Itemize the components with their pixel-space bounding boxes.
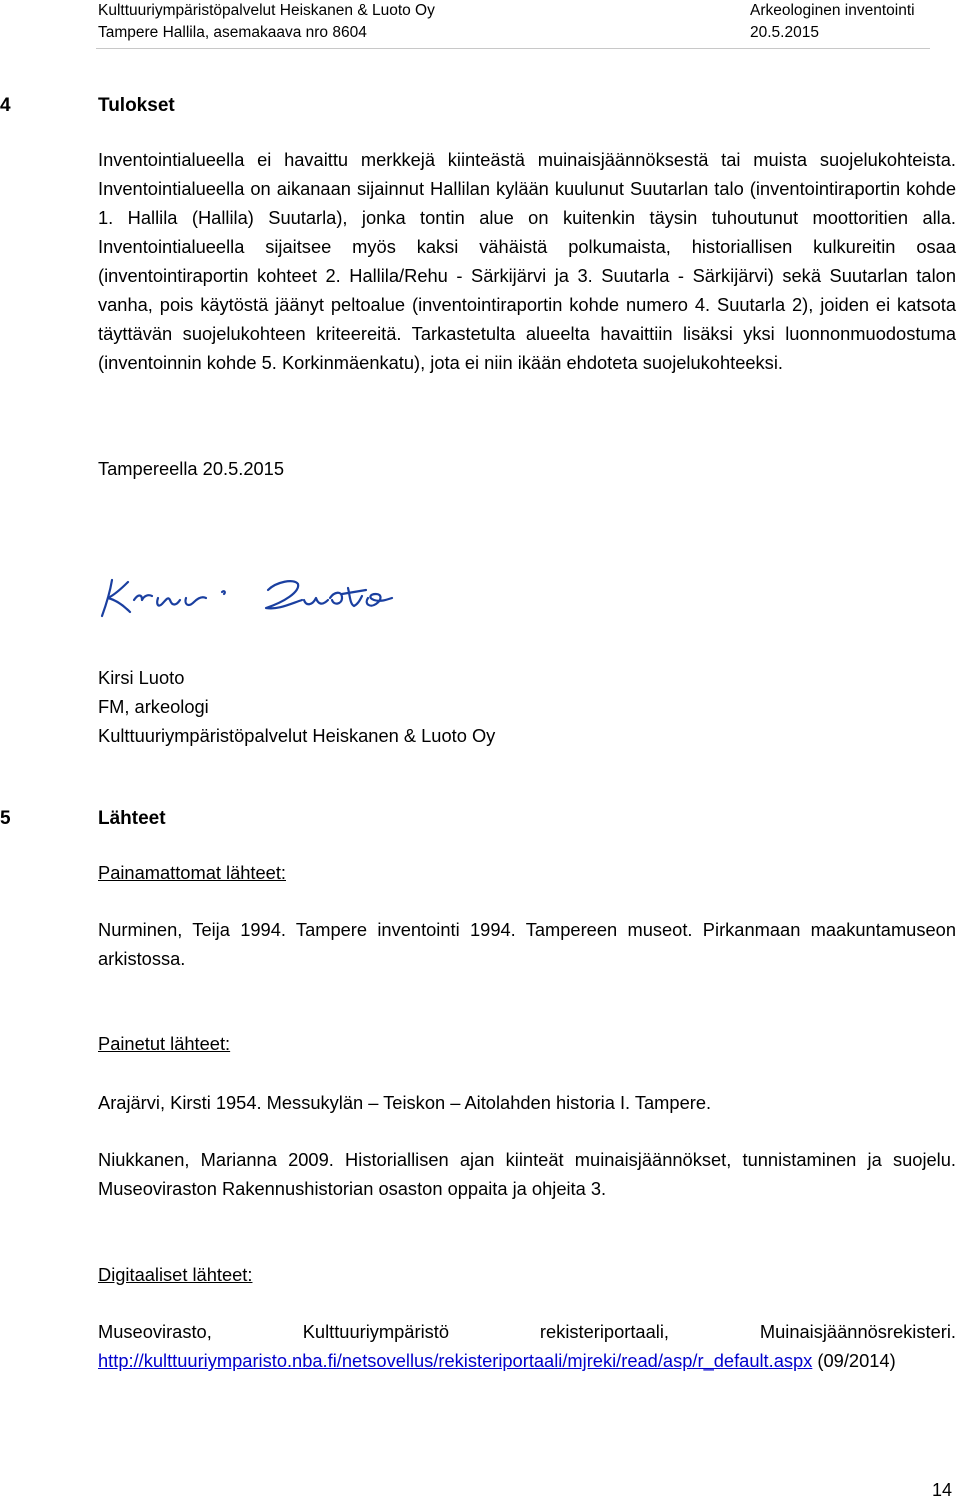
- header-divider: [96, 48, 930, 49]
- place-date: Tampereella 20.5.2015: [98, 458, 284, 479]
- printed-sources-heading: Painetut lähteet:: [98, 1033, 231, 1054]
- signature-image: [98, 570, 398, 630]
- printed-source-1: Arajärvi, Kirsti 1954. Messukylän – Teiskon – Aitolahden historia I. Tampere.: [98, 1092, 712, 1113]
- header-left: [98, 0, 435, 44]
- digital-sources-heading: Digitaaliset lähteet:: [98, 1264, 253, 1285]
- header-project: Tampere Hallila, asemakaava nro 8604: [98, 24, 367, 41]
- printed-source-2: Niukkanen, Marianna 2009. Historiallisen ajan kiinteät muinaisjäännökset, tunnistaminen ja suojelu. Museoviraston Rakennushistorian osaston oppaita ja ohjeita 3.: [98, 1149, 956, 1199]
- signer-company: Kulttuuriympäristöpalvelut Heiskanen & Luoto Oy: [98, 725, 496, 746]
- signer-name: Kirsi Luoto: [98, 667, 185, 688]
- digital-source-1-link[interactable]: http://kulttuuriymparisto.nba.fi/netsovellus/rekisteriportaali/mjreki/read/asp/r_default.aspx: [98, 1350, 813, 1371]
- signer-title: FM, arkeologi: [98, 696, 209, 717]
- page-number: 14: [932, 1480, 953, 1500]
- digital-source-1-link-line: [98, 1346, 956, 1375]
- section-4-title: Tulokset: [98, 95, 175, 116]
- section-5-title: Lähteet: [98, 808, 166, 829]
- header-right: [750, 0, 915, 44]
- header-doc-type: Arkeologinen inventointi: [750, 2, 915, 19]
- digital-source-1-date: (09/2014): [817, 1350, 896, 1371]
- unprinted-sources-heading: Painamattomat lähteet:: [98, 862, 286, 883]
- header-company: Kulttuuriympäristöpalvelut Heiskanen & Luoto Oy: [98, 2, 435, 19]
- digital-source-1-text: Museovirasto, Kulttuuriympäristö rekisteriportaali, Muinaisjäännösrekisteri.: [98, 1321, 956, 1342]
- digital-source-1: [98, 1317, 956, 1375]
- unprinted-source-1: Nurminen, Teija 1994. Tampere inventointi 1994. Tampereen museot. Pirkanmaan maakuntamuseon arkistossa.: [98, 919, 956, 969]
- header-date: 20.5.2015: [750, 24, 819, 41]
- signer-block: [98, 663, 956, 750]
- results-paragraph: Inventointialueella ei havaittu merkkejä kiinteästä muinaisjäännöksestä tai muista suojelukohteista. Inventointialueella on aikanaan sijainnut Hallilan kylään kuulunut Suutarlan talo (inventointiraportin kohde 1. Hallila (Hallila) Suutarla), jonka tontin alue on kuitenkin täysin tuhoutunut moottoritien alla. Inventointialueella sijaitsee myös kaksi vähäistä polkumaista, historiallisen kulkureitin osaa (inventointiraportin kohteet 2. Hallila/Rehu - Särkijärvi ja 3. Suutarla - Särkijärvi) sekä Suutarlan talon vanha, pois käytöstä jäänyt peltoalue (inventointiraportin kohde numero 4. Suutarla 2), joiden ei katsota täyttävän suojelukohteen kriteereitä. Tarkastetulta alueelta havaittiin lisäksi yksi luonnonmuodostuma (inventoinnin kohde 5. Korkinmäenkatu), jota ei niin ikään ehdoteta suojelukohteeksi.: [98, 149, 956, 373]
- section-4-number: 4: [0, 95, 11, 116]
- section-5-number: 5: [0, 808, 11, 829]
